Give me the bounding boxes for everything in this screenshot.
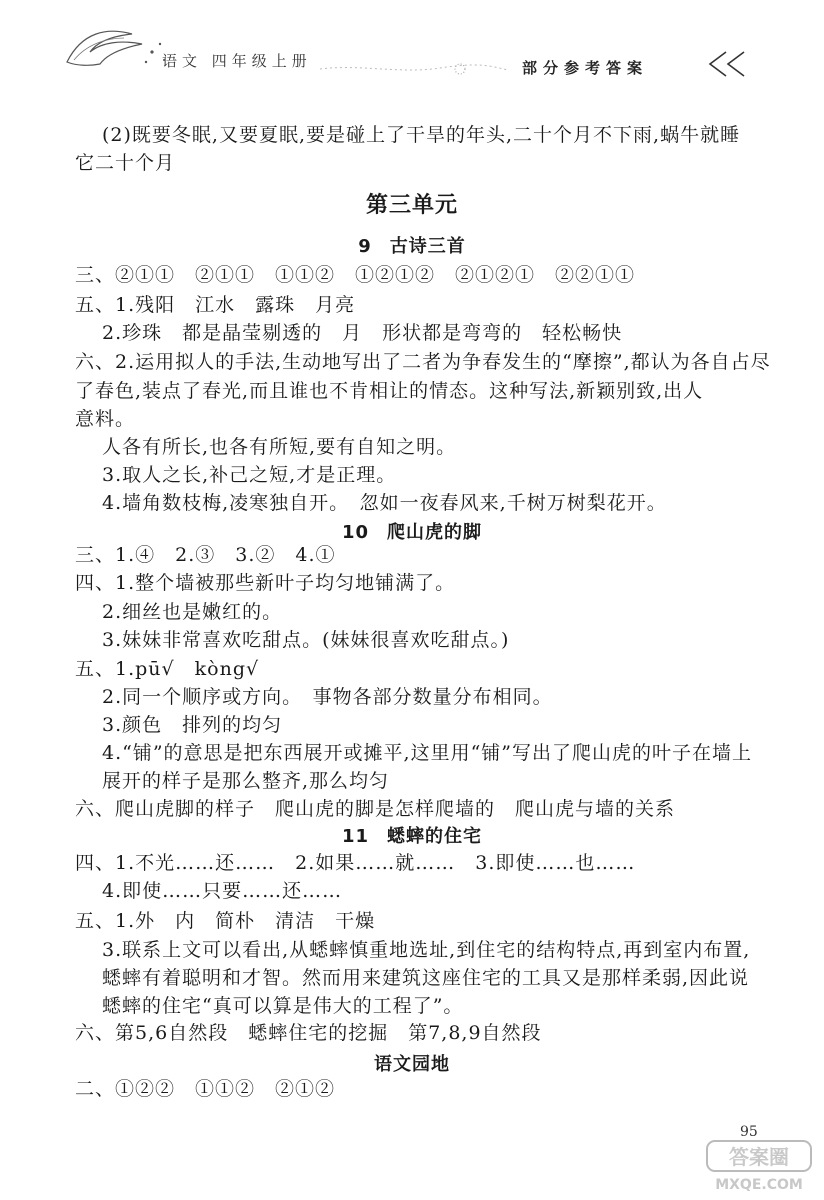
page-header xyxy=(0,0,824,110)
text-line: 2.珍珠 都是晶莹剔透的 月 形状都是弯弯的 轻松畅快 xyxy=(102,322,623,344)
lesson-title: 古诗三首 xyxy=(389,236,466,257)
page-number: 95 xyxy=(740,1124,758,1140)
text-line: 蟋蟀的住宅“真可以算是伟大的工程了”。 xyxy=(102,995,464,1017)
text-line: 四、1.不光……还…… 2.如果……就…… 3.即使……也…… xyxy=(75,852,636,874)
wing-decoration-icon xyxy=(62,22,172,82)
text-line: 四、1.整个墙被那些新叶子均匀地铺满了。 xyxy=(75,572,456,594)
watermark-logo xyxy=(705,1135,815,1195)
lesson-title: 蟋蟀的住宅 xyxy=(387,826,483,847)
text-line: 三、1.④ 2.③ 3.② 4.① xyxy=(75,544,336,566)
section-title: 部分参考答案 xyxy=(522,59,649,77)
text-line: 4.“铺”的意思是把东西展开或摊平,这里用“铺”写出了爬山虎的叶子在墙上 xyxy=(102,742,753,764)
lesson-heading xyxy=(0,822,824,848)
text-line: 4.墙角数枝梅,凌寒独自开。 忽如一夜春风来,千树万树梨花开。 xyxy=(102,492,667,514)
svg-text:MXQE.COM: MXQE.COM xyxy=(715,1177,803,1193)
lesson-title: 爬山虎的脚 xyxy=(387,522,483,543)
text-line: 4.即使……只要……还…… xyxy=(102,880,343,902)
text-line: 3.取人之长,补己之短,才是正理。 xyxy=(102,464,397,486)
text-line: 蟋蟀有着聪明和才智。然而用来建筑这座住宅的工具又是那样柔弱,因此说 xyxy=(102,967,750,989)
lesson-number: 11 xyxy=(341,826,370,847)
text-line: 五、1.pū√ kòng√ xyxy=(75,658,260,680)
text-line: 三、②①① ②①① ①①② ①②①② ②①②① ②②①① xyxy=(75,264,636,286)
dotted-divider xyxy=(320,62,510,76)
lesson-number: 10 xyxy=(341,522,370,543)
text-line: 了春色,装点了春光,而且谁也不肯相让的情态。这种写法,新颖别致,出人 xyxy=(75,380,704,402)
text-line: 3.妹妹非常喜欢吃甜点。(妹妹很喜欢吃甜点。) xyxy=(102,629,510,651)
lesson-heading xyxy=(0,232,824,258)
double-chevron-left-icon xyxy=(706,48,750,80)
text-line: 3.联系上文可以看出,从蟋蟀慎重地选址,到住宅的结构特点,再到室内布置, xyxy=(102,939,751,961)
text-line: 五、1.外 内 简朴 清洁 干燥 xyxy=(75,910,376,932)
text-line: 六、爬山虎脚的样子 爬山虎的脚是怎样爬墙的 爬山虎与墙的关系 xyxy=(75,798,676,820)
lesson-number: 9 xyxy=(358,236,372,257)
text-line: 六、2.运用拟人的手法,生动地写出了二者为争春发生的“摩擦”,都认为各自占尽 xyxy=(75,351,771,373)
text-line: 展开的样子是那么整齐,那么均匀 xyxy=(102,770,390,792)
text-line: 2.细丝也是嫩红的。 xyxy=(102,601,283,623)
text-line: 六、第5,6自然段 蟋蟀住宅的挖掘 第7,8,9自然段 xyxy=(75,1022,542,1044)
text-line: 五、1.残阳 江水 露珠 月亮 xyxy=(75,294,356,316)
text-line: (2)既要冬眠,又要夏眠,要是碰上了干旱的年头,二十个月不下雨,蜗牛就睡 xyxy=(102,124,741,146)
text-line: 人各有所长,也各有所短,要有自知之明。 xyxy=(102,436,457,458)
text-line: 它二十个月 xyxy=(75,152,176,174)
text-line: 3.颜色 排列的均匀 xyxy=(102,714,283,736)
text-line: 意料。 xyxy=(75,408,136,430)
text-line: 二、①②② ①①② ②①② xyxy=(75,1078,336,1100)
section-heading: 语文园地 xyxy=(374,1054,450,1075)
svg-text:答案圈: 答案圈 xyxy=(729,1145,789,1169)
unit-title: 第三单元 xyxy=(365,193,458,218)
text-line: 2.同一个顺序或方向。 事物各部分数量分布相同。 xyxy=(102,686,553,708)
book-title: 语文 四年级上册 xyxy=(162,52,312,70)
